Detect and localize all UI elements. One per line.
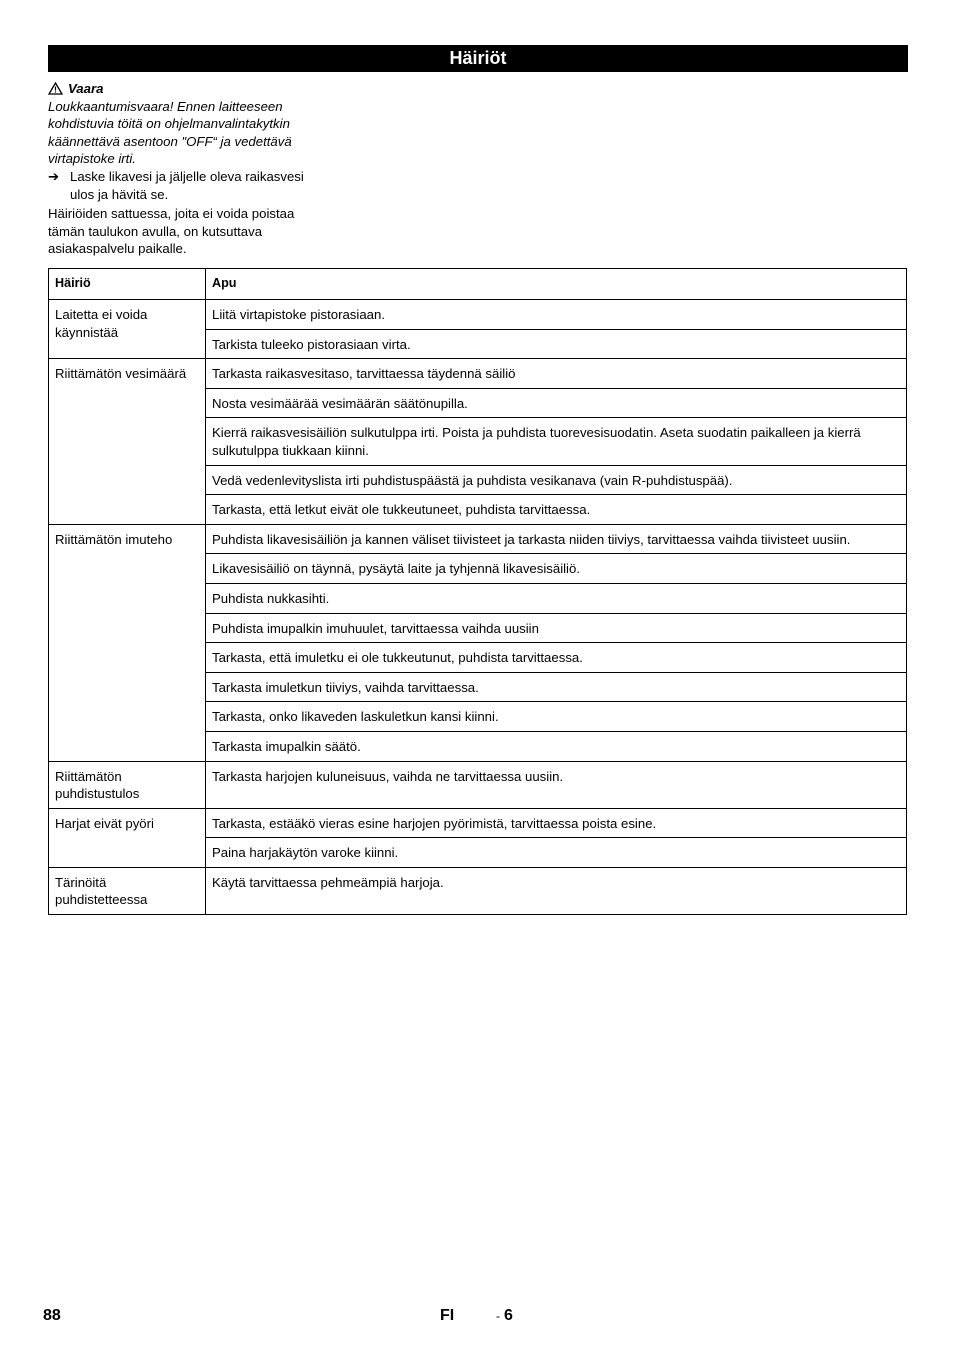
warning-text: Loukkaantumisvaara! Ennen laitteeseen kohdistuvia töitä on ohjelmanvalintakytkin käännettävä asentoon "OFF“ ja vedettävä virtapistoke irti. (48, 98, 292, 167)
fault-cell: Riittämätön puhdistustulos (49, 761, 206, 808)
remedy-cell: Puhdista likavesisäiliön ja kannen väliset tiivisteet ja tarkasta niiden tiiviys, tarvittaessa vaihda tiivisteet uusiin. (206, 524, 907, 554)
warning-label: Vaara (68, 81, 104, 96)
step-text: Laske likavesi ja jäljelle oleva raikasvesi ulos ja hävitä se. (70, 168, 304, 202)
table-row (49, 761, 907, 808)
remedy-cell: Vedä vedenlevityslista irti puhdistuspäästä ja puhdista vesikanava (vain R-puhdistuspää). (206, 465, 907, 495)
table-header-row (49, 269, 907, 300)
header-fault: Häiriö (49, 269, 206, 300)
remedy-cell: Tarkasta raikasvesitaso, tarvittaessa täydennä säiliö (206, 359, 907, 389)
intro-block (48, 80, 328, 258)
table-row (49, 300, 907, 330)
remedy-cell: Tarkista tuleeko pistorasiaan virta. (206, 329, 907, 359)
language-code: FI (440, 1307, 455, 1324)
fault-cell: Tärinöitä puhdistetteessa (49, 867, 206, 914)
table-row (49, 867, 907, 914)
remedy-cell: Tarkasta imuletkun tiiviys, vaihda tarvittaessa. (206, 672, 907, 702)
fault-table (48, 268, 907, 915)
remedy-cell: Puhdista nukkasihti. (206, 583, 907, 613)
table-row (49, 808, 907, 838)
instruction-step (48, 168, 328, 203)
footer-dash: - (496, 1309, 500, 1323)
warning-triangle-icon (48, 82, 63, 95)
remedy-cell: Tarkasta, onko likaveden laskuletkun kansi kiinni. (206, 702, 907, 732)
remedy-cell: Likavesisäiliö on täynnä, pysäytä laite ja tyhjennä likavesisäiliö. (206, 554, 907, 584)
fault-cell: Harjat eivät pyöri (49, 808, 206, 867)
fault-cell: Riittämätön vesimäärä (49, 359, 206, 525)
remedy-cell: Käytä tarvittaessa pehmeämpiä harjoja. (206, 867, 907, 914)
remedy-cell: Tarkasta, että letkut eivät ole tukkeutuneet, puhdista tarvittaessa. (206, 495, 907, 525)
fault-cell: Riittämätön imuteho (49, 524, 206, 761)
remedy-cell: Tarkasta, että imuletku ei ole tukkeutunut, puhdista tarvittaessa. (206, 643, 907, 673)
section-page (496, 1307, 513, 1325)
page-number: 88 (43, 1307, 61, 1324)
table-row (49, 359, 907, 389)
remedy-cell: Kierrä raikasvesisäiliön sulkutulppa irti. Poista ja puhdista tuorevesisuodatin. Aseta suodatin paikalleen ja kierrä sulkutulppa tiukkaan kiinni. (206, 418, 907, 465)
remedy-cell: Liitä virtapistoke pistorasiaan. (206, 300, 907, 330)
fault-table-body (49, 300, 907, 915)
remedy-cell: Paina harjakäytön varoke kiinni. (206, 838, 907, 868)
table-row (49, 524, 907, 554)
remedy-cell: Puhdista imupalkin imuhuulet, tarvittaessa vaihda uusiin (206, 613, 907, 643)
section-title: Häiriöt (48, 45, 908, 72)
section-page-number: 6 (504, 1307, 513, 1324)
arrow-right-icon: ➔ (48, 168, 60, 184)
service-note: Häiriöiden sattuessa, joita ei voida poistaa tämän taulukon avulla, on kutsuttava asiakaspalvelu paikalle. (48, 206, 295, 257)
header-remedy: Apu (206, 269, 907, 300)
remedy-cell: Nosta vesimäärää vesimäärän säätönupilla. (206, 388, 907, 418)
remedy-cell: Tarkasta harjojen kuluneisuus, vaihda ne tarvittaessa uusiin. (206, 761, 907, 808)
remedy-cell: Tarkasta imupalkin säätö. (206, 731, 907, 761)
fault-cell: Laitetta ei voida käynnistää (49, 300, 206, 359)
warning-heading (48, 80, 328, 98)
remedy-cell: Tarkasta, estääkö vieras esine harjojen pyörimistä, tarvittaessa poista esine. (206, 808, 907, 838)
